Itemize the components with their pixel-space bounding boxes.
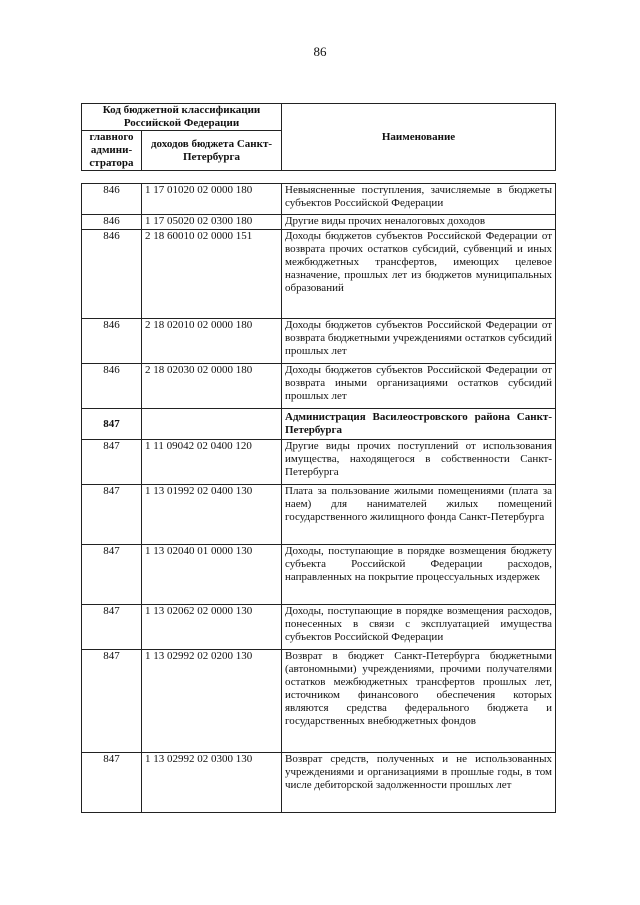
admin-code: 847 [82,605,142,650]
revenue-code: 2 18 60010 02 0000 151 [142,230,282,319]
admin-code: 846 [82,230,142,319]
table-row [82,605,556,650]
revenue-code: 1 13 02992 02 0200 130 [142,650,282,753]
revenue-name: Другие виды прочих неналоговых доходов [282,215,556,230]
table-row [82,753,556,813]
revenue-code: 1 13 01992 02 0400 130 [142,485,282,545]
revenue-name: Невыясненные поступления, зачисляемые в бюджеты субъектов Российской Федерации [282,184,556,215]
table-row-section [82,409,556,440]
revenue-name: Плата за пользование жилыми помещениями (плата за наем) для нанимателей жилых помещений государственного жилищного фонда Санкт-Петербурга [282,485,556,545]
page-number: 86 [313,44,327,59]
revenue-name: Доходы, поступающие в порядке возмещения расходов, понесенных в связи с эксплуатацией имущества субъектов Российской Федерации [282,605,556,650]
revenue-code: 2 18 02030 02 0000 180 [142,364,282,409]
revenue-name: Доходы бюджетов субъектов Российской Федерации от возврата иными организациями остатков субсидий прошлых лет [282,364,556,409]
revenue-name: Возврат средств, полученных и не использованных учреждениями и организациями в прошлые годы, в том числе дебиторской задолженности прошлых лет [282,753,556,813]
revenue-name: Доходы, поступающие в порядке возмещения бюджету субъекта Российской Федерации расходов, направленных на покрытие процессуальных издержек [282,545,556,605]
header-admin-column: главного админи-стратора [82,131,142,171]
table-row [82,650,556,753]
table-row [82,230,556,319]
admin-code: 846 [82,319,142,364]
admin-code: 846 [82,215,142,230]
table-row [82,485,556,545]
admin-code: 846 [82,364,142,409]
admin-code: 847 [82,650,142,753]
table-row [82,215,556,230]
revenue-code [142,409,282,440]
revenue-name: Доходы бюджетов субъектов Российской Федерации от возврата прочих остатков субсидий, субвенций и иных межбюджетных трансфертов, имеющих целевое назначение, прошлых лет из бюджетов муниципальных образований [282,230,556,319]
revenue-name: Возврат в бюджет Санкт-Петербурга бюджетными (автономными) учреждениями, прочими получателями остатков межбюджетных трансфертов прошлых лет, источником финансового обеспечения которых являются средства федерального бюджета и государственных внебюджетных фондов [282,650,556,753]
revenue-code: 2 18 02010 02 0000 180 [142,319,282,364]
admin-code: 847 [82,440,142,485]
revenue-code: 1 17 05020 02 0300 180 [142,215,282,230]
header-name-column: Наименование [282,104,556,171]
revenue-code: 1 13 02040 01 0000 130 [142,545,282,605]
admin-code: 847 [82,485,142,545]
revenue-table [81,183,556,813]
header-revenue-column: доходов бюджета Санкт-Петербурга [142,131,282,171]
table-header [81,103,556,171]
header-group-title: Код бюджетной классификации Российской Федерации [82,104,282,131]
revenue-name: Другие виды прочих поступлений от использования имущества, находящегося в собственности Санкт-Петербурга [282,440,556,485]
table-row [82,364,556,409]
table-row [82,184,556,215]
section-title: Администрация Василеостровского района Санкт-Петербурга [282,409,556,440]
revenue-code: 1 13 02992 02 0300 130 [142,753,282,813]
revenue-code: 1 11 09042 02 0400 120 [142,440,282,485]
admin-code: 847 [82,753,142,813]
admin-code: 847 [82,409,142,440]
table-row [82,440,556,485]
revenue-name: Доходы бюджетов субъектов Российской Федерации от возврата бюджетными учреждениями остатков субсидий прошлых лет [282,319,556,364]
revenue-code: 1 17 01020 02 0000 180 [142,184,282,215]
admin-code: 846 [82,184,142,215]
table-row [82,319,556,364]
table-row [82,545,556,605]
revenue-code: 1 13 02062 02 0000 130 [142,605,282,650]
admin-code: 847 [82,545,142,605]
